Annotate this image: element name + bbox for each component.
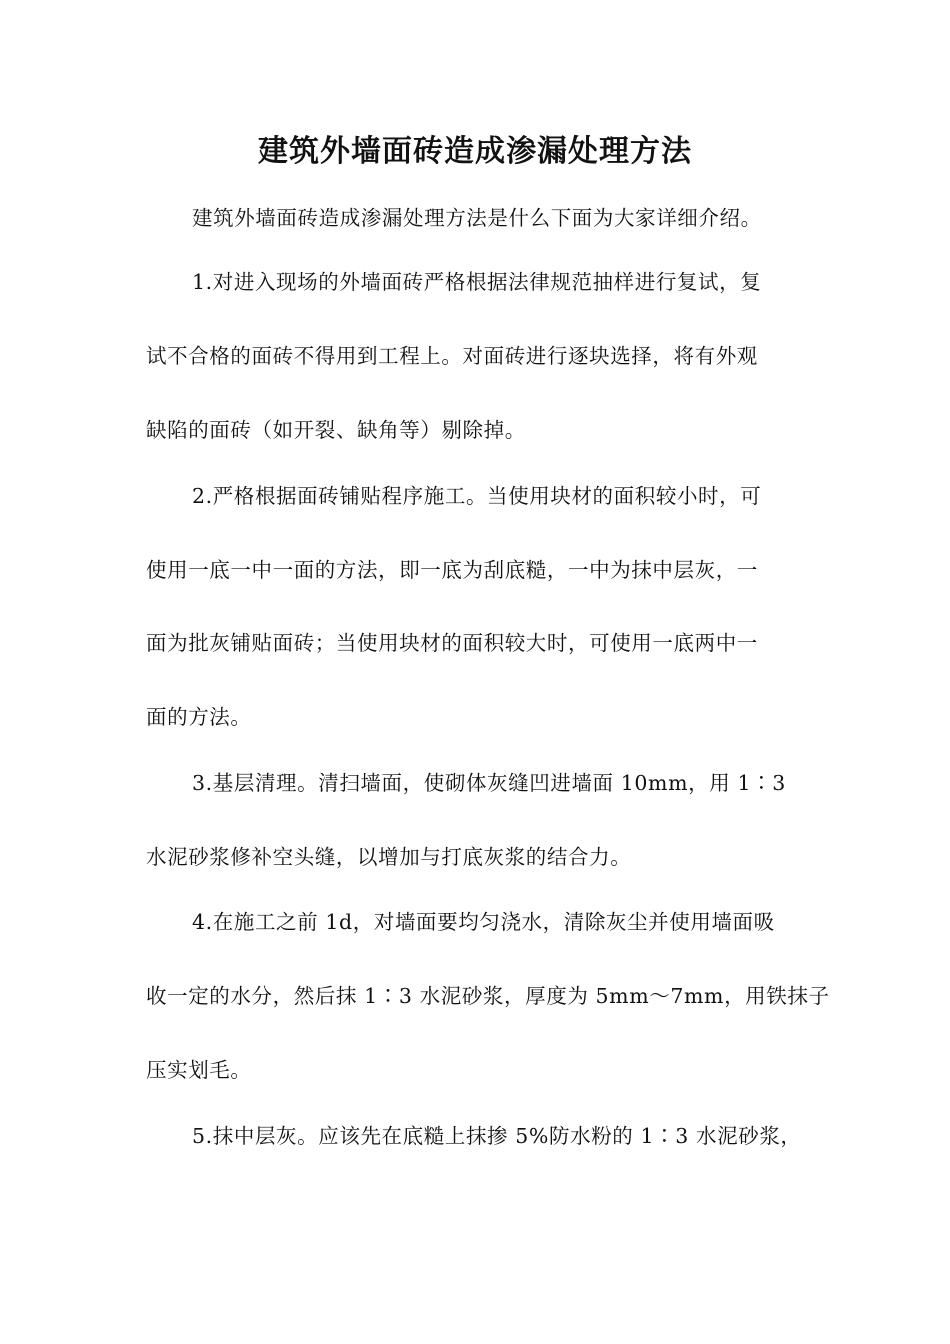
paragraph-1-line-2: 试不合格的面砖不得用到工程上。对面砖进行逐块选择，将有外观 xyxy=(146,344,758,368)
paragraph-1-line-1: 1.对进入现场的外墙面砖严格根据法律规范抽样进行复试，复 xyxy=(192,270,762,294)
paragraph-2-line-3: 面为批灰铺贴面砖；当使用块材的面积较大时，可使用一底两中一 xyxy=(146,631,758,655)
paragraph-4-line-1: 4.在施工之前 1d，对墙面要均匀浇水，清除灰尘并使用墙面吸 xyxy=(192,910,775,934)
paragraph-2-line-2: 使用一底一中一面的方法，即一底为刮底糙，一中为抹中层灰，一 xyxy=(146,558,758,582)
paragraph-4-line-3: 压实划毛。 xyxy=(146,1058,252,1082)
paragraph-2-line-4: 面的方法。 xyxy=(146,705,252,729)
paragraph-4-line-2: 收一定的水分，然后抹 1∶3 水泥砂浆，厚度为 5mm～7mm，用铁抹子 xyxy=(146,984,830,1008)
paragraph-1-line-3: 缺陷的面砖（如开裂、缺角等）剔除掉。 xyxy=(146,418,526,442)
paragraph-2-line-1: 2.严格根据面砖铺贴程序施工。当使用块材的面积较小时，可 xyxy=(192,484,762,508)
document-title: 建筑外墙面砖造成渗漏处理方法 xyxy=(258,134,692,169)
intro-line: 建筑外墙面砖造成渗漏处理方法是什么下面为大家详细介绍。 xyxy=(192,206,762,230)
paragraph-3-line-2: 水泥砂浆修补空头缝，以增加与打底灰浆的结合力。 xyxy=(146,845,632,869)
paragraph-3-line-1: 3.基层清理。清扫墙面，使砌体灰缝凹进墙面 10mm，用 1∶3 xyxy=(192,771,786,795)
paragraph-5-line-1: 5.抹中层灰。应该先在底糙上抹掺 5%防水粉的 1∶3 水泥砂浆， xyxy=(192,1124,802,1148)
